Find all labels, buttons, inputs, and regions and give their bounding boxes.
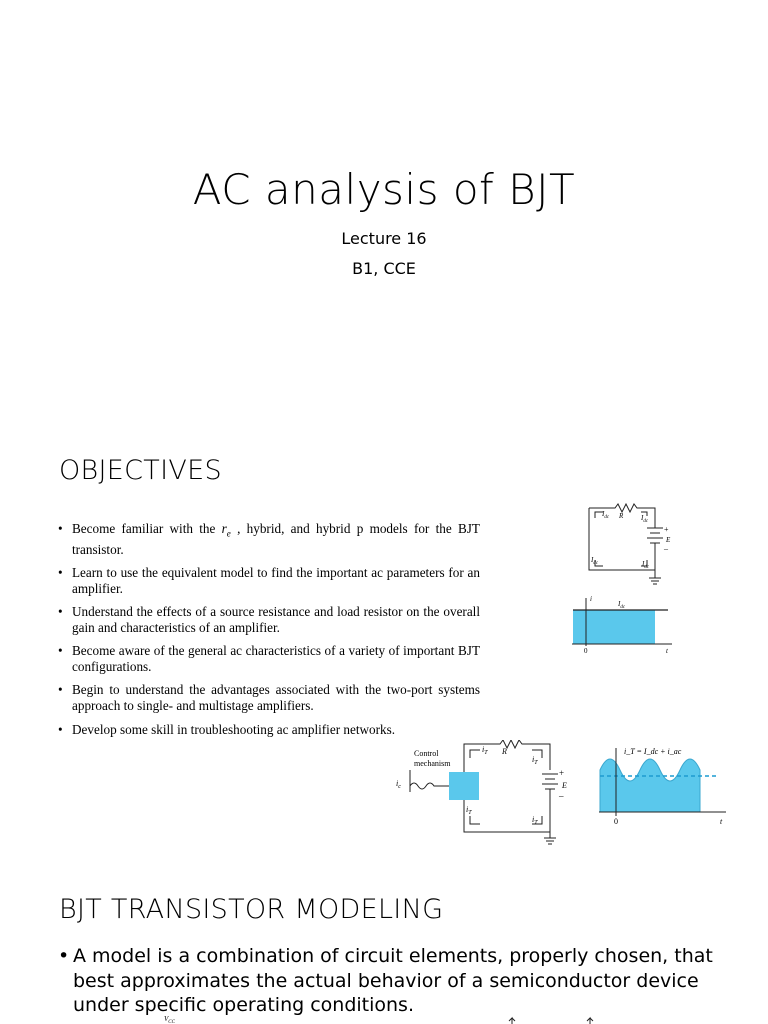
ac-total-current-right: $i_T$ — [532, 755, 538, 766]
dc-minus: – — [664, 544, 668, 553]
slide-title: AC analysis of BJT — [192, 165, 576, 214]
ac-total-current-bottom-right: $i_T$ — [532, 815, 538, 826]
ac-total-current-bottom: $i_T$ — [466, 805, 472, 816]
ac-resistor-label: R — [502, 747, 507, 756]
objective-item: • Learn to use the equivalent model to find the important ac parameters for an amplifier. — [58, 565, 480, 597]
dc-plus: + — [664, 525, 669, 534]
dc-circuit-diagram — [575, 498, 690, 590]
ac-waveform-plot — [596, 742, 736, 832]
ac-plot-xlabel: t — [720, 817, 723, 826]
modeling-heading: BJT TRANSISTOR MODELING — [59, 894, 444, 925]
ac-waveform-fill — [600, 759, 700, 812]
objective-item: • Develop some skill in troubleshooting ac amplifier networks. — [58, 722, 480, 738]
objective-item: • Begin to understand the advantages associated with the two-port systems approach to single- and multistage amplifiers. — [58, 682, 480, 714]
objective-item: • Become familiar with the $r_e$ , hybrid, and hybrid p models for the BJT transistor. — [58, 521, 480, 558]
objective-item: • Understand the effects of a source resistance and load resistor on the overall gain and characteristics of an amplifier. — [58, 604, 480, 636]
ac-input-current: $i_c$ — [396, 779, 401, 790]
dc-current-label: $I_{dc}$ — [602, 510, 610, 520]
dc-source-label: E — [666, 536, 671, 544]
dc-waveform-plot — [568, 592, 680, 654]
control-block — [449, 772, 479, 800]
ac-circuit-diagram — [392, 740, 584, 848]
ac-plot-origin: 0 — [614, 817, 618, 826]
vcc-label: $V_{CC}$ — [164, 1015, 175, 1024]
dc-plot-origin: 0 — [584, 647, 588, 654]
group-label: B1, CCE — [352, 259, 416, 278]
modeling-bullets — [58, 944, 738, 1018]
dc-current-label-bottom: $I_{dc}$ — [591, 556, 599, 566]
partial-supply-label — [150, 1012, 190, 1024]
objective-item: • Become aware of the general ac characteristics of a variety of important BJT configurations. — [58, 643, 480, 675]
ac-total-current-top: $i_T$ — [482, 745, 488, 756]
ac-source-label: E — [562, 781, 567, 790]
control-label-1: Control — [414, 749, 439, 758]
objectives-heading: OBJECTIVES — [59, 455, 222, 486]
modeling-bullet: • A model is a combination of circuit elements, properly chosen, that best approximates the actual behavior of a semiconductor device under specific operating conditions. — [58, 944, 738, 1018]
ac-minus: – — [559, 791, 564, 801]
dc-current-label-right: $I_{dc}$ — [641, 514, 649, 524]
dc-plot-ylabel: i — [590, 595, 592, 603]
dc-plot-xlabel: t — [666, 647, 668, 654]
partial-diagram-fragment — [500, 1014, 610, 1024]
dc-resistor-label: R — [619, 512, 624, 520]
dc-plot-level: $I_{dc}$ — [618, 600, 626, 610]
dc-current-label-bottom-right: $I_{dc}$ — [642, 560, 650, 570]
ac-plot-equation: i_T = I_dc + i_ac — [624, 747, 682, 756]
ac-plus: + — [559, 768, 565, 778]
lecture-label: Lecture 16 — [341, 229, 427, 248]
control-label-2: mechanism — [414, 759, 451, 768]
dc-waveform-fill — [573, 610, 655, 644]
objectives-list — [58, 521, 480, 745]
